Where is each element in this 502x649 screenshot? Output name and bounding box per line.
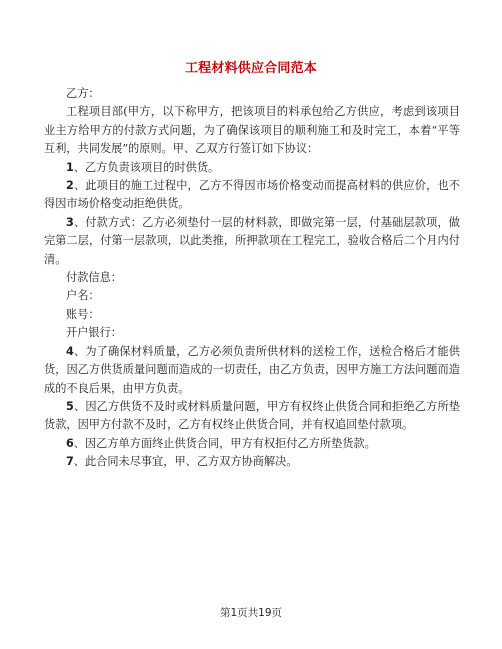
- page-footer: 第1页共19页: [219, 607, 283, 619]
- clause-5: [44, 398, 460, 435]
- account-number-line: 账号：: [66, 307, 100, 321]
- clause-number: 1: [66, 160, 74, 174]
- clause-number: 5: [66, 399, 74, 413]
- clause-text: 、因乙方单方面终止供货合同，甲方有权拒付乙方所垫货款。: [73, 436, 376, 450]
- clause-6: [44, 435, 460, 453]
- clause-3: [44, 214, 460, 269]
- clause-text: 、因乙方供货不及时或材料质量问题，甲方有权终止供货合同和拒绝乙方所垫货款，因甲方付款不及时，乙方有权终止供货合同，并有权追回垫付款项。: [44, 399, 460, 432]
- clause-text: 、此项目的施工过程中，乙方不得因市场价格变动而提高材料的供应价，也不得因市场价格变动拒绝供货。: [44, 179, 460, 211]
- clause-number: 4: [66, 344, 74, 358]
- clause-text: 、付款方式：乙方必须垫付一层的材料款，即做完第一层，付基础层款项，做完第二层，付第一层款项，以此类推，所押款项在工程完工，验收合格后二个月内付清。: [44, 215, 460, 266]
- clause-1: [44, 159, 460, 177]
- clause-number: 6: [66, 436, 74, 450]
- document-body: [44, 85, 460, 472]
- account-name-line: 户名：: [66, 289, 100, 303]
- clause-4: [44, 343, 460, 398]
- clause-7: [44, 453, 460, 471]
- bank-line: 开户银行：: [66, 326, 122, 340]
- payment-info-label: 付款信息：: [66, 271, 122, 285]
- clause-text: 、此合同未尽事宜，甲、乙方双方协商解决。: [73, 455, 298, 469]
- party-b-line: 乙方：: [66, 87, 100, 100]
- clause-text: 、乙方负责该项目的时供货。: [73, 160, 220, 174]
- clause-number: 3: [66, 215, 74, 229]
- clause-text: 、为了确保材料质量，乙方必须负责所供材料的送检工作，送检合格后才能供货，因乙方供货质量问题而造成的一切责任，由乙方负责，因甲方施工方法问题而造成的不良后果，由甲方负责。: [44, 344, 460, 395]
- document-title: 工程材料供应合同范本: [184, 61, 317, 76]
- clause-2: [44, 177, 460, 214]
- clause-number: 7: [66, 455, 74, 469]
- clause-number: 2: [66, 179, 74, 193]
- intro-paragraph: 工程项目部(甲方，以下称甲方，把该项目的料承包给乙方供应，考虑到该项目业主方给甲方的付款方式问题，为了确保该项目的顺利施工和及时完工，本着“平等互利，共同发展”的原则。甲、乙双方行签订如下协议：: [44, 105, 460, 156]
